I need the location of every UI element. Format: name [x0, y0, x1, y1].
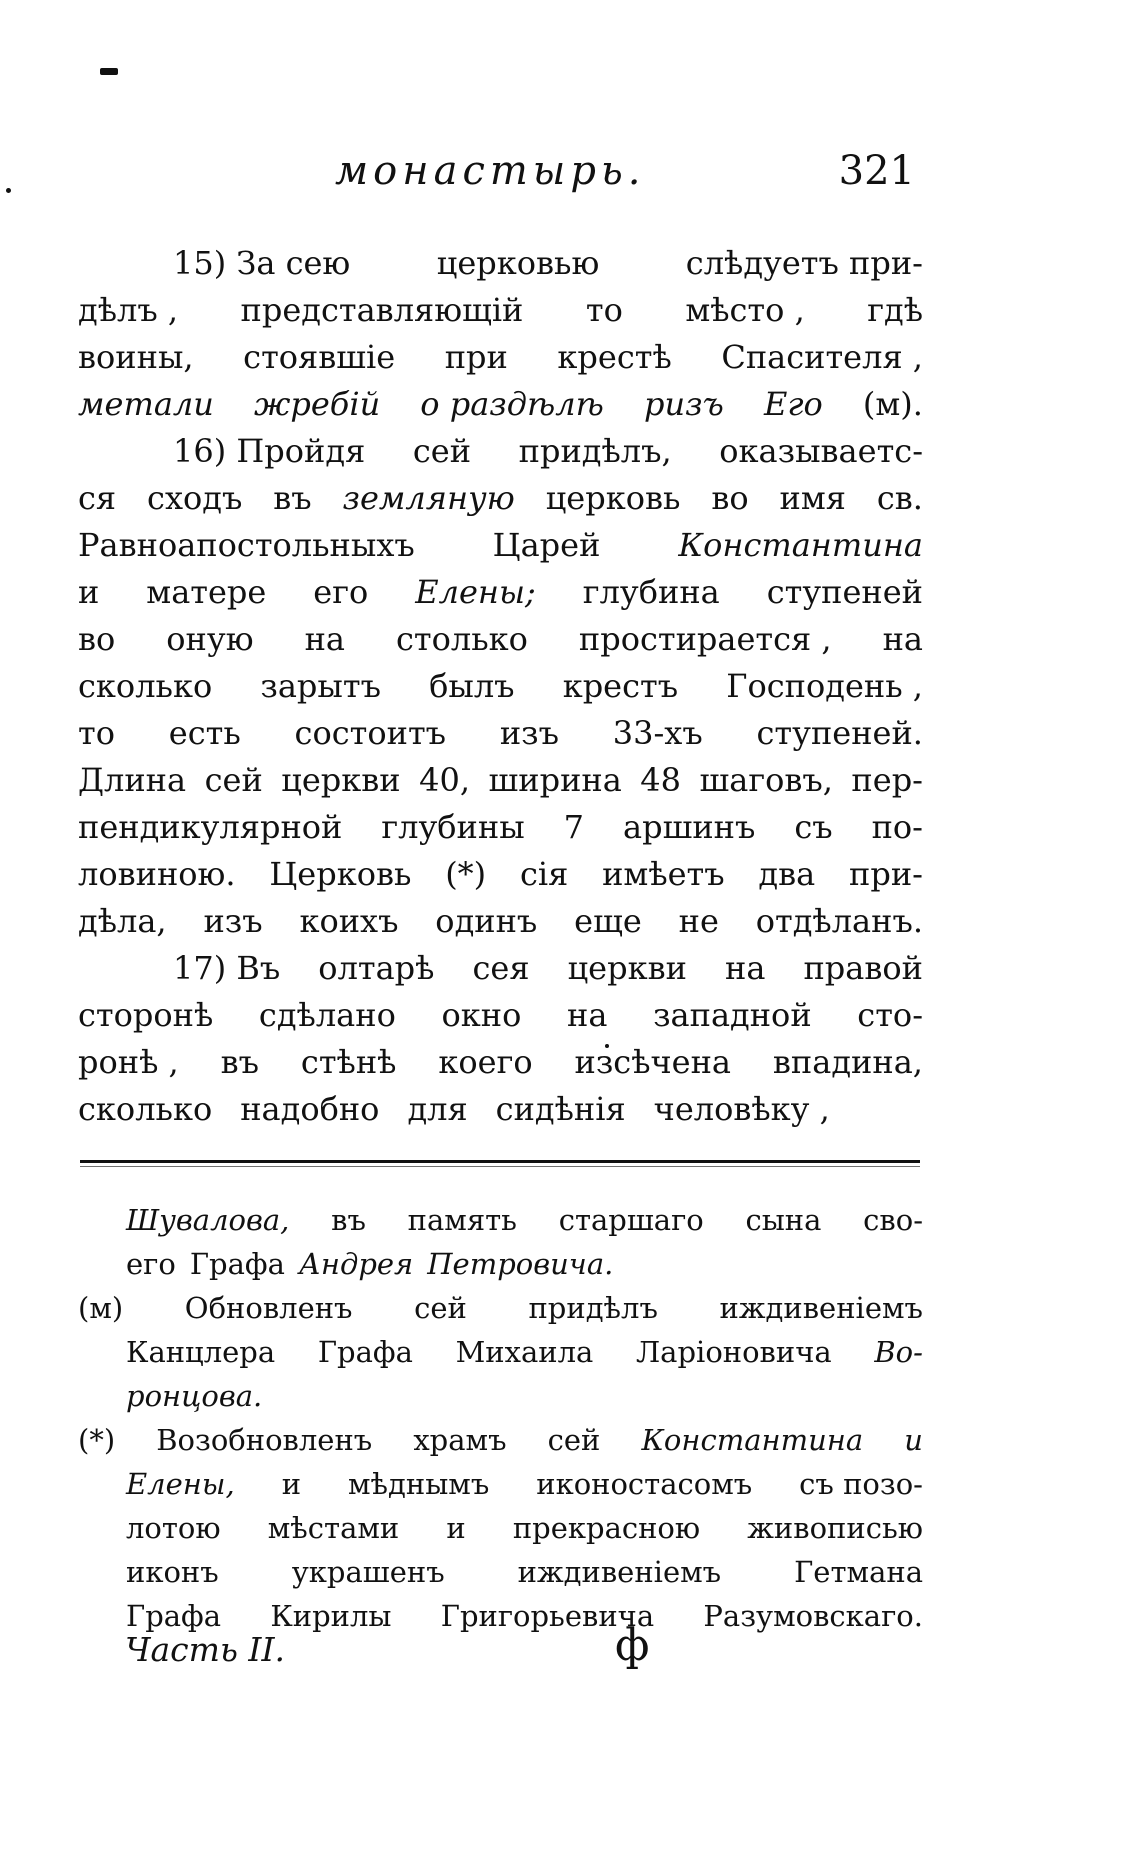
italic-word: о раздѣлѣ — [420, 385, 604, 423]
word: сына — [745, 1203, 822, 1237]
word: церковь — [545, 479, 681, 517]
word: Графа — [126, 1599, 222, 1633]
text-line — [78, 992, 923, 1039]
word: не — [678, 902, 719, 940]
word: пер- — [851, 761, 923, 799]
word: аршинъ — [623, 808, 756, 846]
word: Царей — [492, 526, 601, 564]
text-line — [78, 616, 923, 663]
word: сторонѣ — [78, 996, 214, 1034]
word: отдѣланъ. — [755, 902, 923, 940]
word: изъ — [499, 714, 559, 752]
word: надобно — [240, 1090, 380, 1128]
word: 40, — [419, 761, 470, 799]
word: одинъ — [435, 902, 538, 940]
word: съ — [794, 808, 833, 846]
word: шаговъ, — [699, 761, 833, 799]
footnote-line — [78, 1242, 923, 1286]
word: два — [758, 855, 816, 893]
text-line — [78, 334, 923, 381]
word: изъ — [203, 902, 263, 940]
word: живописью — [747, 1511, 923, 1545]
word: то — [585, 291, 623, 329]
word: украшенъ — [291, 1555, 445, 1589]
word: его — [126, 1247, 176, 1281]
text-line — [78, 898, 923, 945]
text-line — [78, 381, 923, 428]
italic-word: ризъ — [644, 385, 724, 423]
text-line — [78, 804, 923, 851]
word: сей — [414, 1291, 467, 1325]
word: Обновленъ — [184, 1291, 353, 1325]
word: придѣлъ, — [518, 432, 672, 470]
word: воины, — [78, 338, 194, 376]
word: сходъ — [147, 479, 243, 517]
word: изсѣчена — [574, 1043, 731, 1081]
word: на — [567, 996, 608, 1034]
word: для — [407, 1090, 468, 1128]
italic-word: Константина — [678, 526, 923, 564]
word: церкви — [281, 761, 401, 799]
word: оказываетс- — [719, 432, 923, 470]
word: сколько — [78, 1090, 213, 1128]
word: мѣсто , — [685, 291, 805, 329]
word: съ позо- — [799, 1467, 923, 1501]
word: представляющій — [240, 291, 524, 329]
word: на — [304, 620, 345, 658]
footnote-rule-shadow — [80, 1166, 920, 1167]
main-text — [78, 240, 923, 1133]
italic-word: Шувалова, — [126, 1203, 290, 1237]
word: и — [446, 1511, 466, 1545]
word: сея — [472, 949, 530, 987]
word: 33-хъ — [612, 714, 703, 752]
text-line — [78, 1039, 923, 1086]
footnote-line — [78, 1286, 923, 1330]
word: ловиною. — [78, 855, 236, 893]
word: коего — [438, 1043, 533, 1081]
word: зарытъ — [260, 667, 381, 705]
word: прекрасною — [512, 1511, 701, 1545]
word: память — [407, 1203, 517, 1237]
word: ся — [78, 479, 117, 517]
word: ронѣ , — [78, 1043, 179, 1081]
italic-word: Константина — [641, 1423, 864, 1457]
text-line — [78, 428, 923, 475]
word: (м). — [862, 385, 923, 423]
word: церковью — [436, 244, 600, 282]
word: 15) За сею — [173, 244, 351, 282]
word: въ — [273, 479, 312, 517]
word: иконъ — [126, 1555, 219, 1589]
italic-word: земляную — [342, 479, 515, 517]
word: 48 — [640, 761, 682, 799]
word: дѣла, — [78, 902, 167, 940]
word: сей — [204, 761, 263, 799]
italic-word: жребій — [254, 385, 381, 423]
word: западной — [653, 996, 812, 1034]
footnote-line — [78, 1550, 923, 1594]
word: Канцлера — [126, 1335, 276, 1369]
word: его — [313, 573, 369, 611]
word: крестъ — [562, 667, 679, 705]
word: ширина — [488, 761, 622, 799]
word: Кирилы — [270, 1599, 392, 1633]
italic-word: Его — [764, 385, 823, 423]
running-header — [335, 148, 915, 208]
italic-word: метали — [78, 385, 214, 423]
text-line — [78, 569, 923, 616]
word: Графа — [189, 1247, 285, 1281]
italic-word: Андрея — [298, 1247, 414, 1281]
footnote-line — [78, 1462, 923, 1506]
word: есть — [168, 714, 241, 752]
word: гдѣ — [867, 291, 923, 329]
word: сей — [547, 1423, 601, 1457]
word: церкви — [567, 949, 687, 987]
word: мѣстами — [267, 1511, 400, 1545]
word: сво- — [863, 1203, 923, 1237]
word: сто- — [857, 996, 923, 1034]
page-number: 321 — [838, 148, 915, 194]
word: старшаго — [558, 1203, 704, 1237]
word: иждивеніемъ — [517, 1555, 722, 1589]
word: въ — [220, 1043, 259, 1081]
word: въ — [331, 1203, 366, 1237]
word: сдѣлано — [258, 996, 396, 1034]
word: сидѣнія — [495, 1090, 626, 1128]
word: крестѣ — [557, 338, 672, 376]
italic-word: Петровича. — [427, 1247, 614, 1281]
ink-speck — [100, 68, 118, 75]
word: столько — [395, 620, 528, 658]
word: Григорьевича — [440, 1599, 655, 1633]
text-line — [78, 945, 923, 992]
word: Гетмана — [794, 1555, 923, 1589]
italic-word: Елены; — [415, 573, 536, 611]
footnote-line — [78, 1198, 923, 1242]
word: то — [78, 714, 115, 752]
ink-speck — [6, 188, 11, 193]
word: (м) — [78, 1291, 124, 1325]
word: Спасителя , — [721, 338, 923, 376]
text-line — [78, 287, 923, 334]
word: слѣдуетъ при- — [685, 244, 923, 282]
word: во — [78, 620, 116, 658]
word: (*) — [445, 855, 487, 893]
word: (*) — [78, 1423, 116, 1457]
word: на — [724, 949, 766, 987]
footnote-line — [78, 1418, 923, 1462]
word: иконостасомъ — [536, 1467, 753, 1501]
word: при- — [849, 855, 923, 893]
signature-mark: Часть II. — [125, 1630, 285, 1669]
word: сей — [412, 432, 472, 470]
word: на — [882, 620, 923, 658]
footnote-line — [78, 1330, 923, 1374]
word: простирается , — [578, 620, 832, 658]
word: Равноапостольныхъ — [78, 526, 415, 564]
word: св. — [876, 479, 923, 517]
word: Длина — [78, 761, 187, 799]
word: и — [281, 1467, 302, 1501]
word: Господень , — [726, 667, 923, 705]
word: придѣлъ — [528, 1291, 658, 1325]
word: ступеней — [766, 573, 923, 611]
text-line — [78, 710, 923, 757]
word: правой — [803, 949, 923, 987]
word: при — [444, 338, 508, 376]
word: глубины — [381, 808, 525, 846]
footnote-rule — [80, 1160, 920, 1163]
footnotes — [78, 1198, 923, 1638]
word: человѣку , — [653, 1090, 830, 1128]
text-line — [78, 851, 923, 898]
word: сколько — [78, 667, 213, 705]
text-line — [78, 522, 923, 569]
italic-word: Во- — [874, 1335, 923, 1369]
word: имѣетъ — [602, 855, 725, 893]
text-line — [78, 663, 923, 710]
word: оную — [166, 620, 254, 658]
word: Возобновленъ — [156, 1423, 373, 1457]
word: 7 — [563, 808, 585, 846]
word: пендикулярной — [78, 808, 343, 846]
word: состоитъ — [294, 714, 447, 752]
italic-word: ронцова. — [126, 1379, 263, 1413]
word: и — [78, 573, 100, 611]
word: коихъ — [299, 902, 399, 940]
word: матере — [146, 573, 267, 611]
word: Церковь — [269, 855, 412, 893]
word: Ларіоновича — [635, 1335, 832, 1369]
word: мѣднымъ — [347, 1467, 490, 1501]
word: сія — [519, 855, 569, 893]
italic-word: Елены, — [126, 1467, 235, 1501]
text-line — [78, 240, 923, 287]
word: стѣнѣ — [300, 1043, 397, 1081]
word: 17) Въ — [173, 949, 281, 987]
word: впадина, — [772, 1043, 923, 1081]
word: дѣлъ , — [78, 291, 179, 329]
signature-letter: ф — [615, 1620, 650, 1671]
word: имя — [779, 479, 846, 517]
word: храмъ — [413, 1423, 507, 1457]
italic-word: и — [904, 1423, 923, 1457]
word: глубина — [582, 573, 720, 611]
text-line — [78, 757, 923, 804]
word: Михаила — [455, 1335, 594, 1369]
running-title: монастырь. — [335, 148, 646, 194]
word: стоявшіе — [243, 338, 396, 376]
word: иждивеніемъ — [719, 1291, 923, 1325]
footnote-line — [78, 1506, 923, 1550]
word: олтарѣ — [318, 949, 435, 987]
word: Графа — [317, 1335, 413, 1369]
word: ступеней. — [756, 714, 923, 752]
text-line — [78, 475, 923, 522]
word: по- — [871, 808, 923, 846]
footnote-line — [78, 1374, 923, 1418]
word: 16) Пройдя — [173, 432, 366, 470]
word: еще — [574, 902, 642, 940]
word: окно — [441, 996, 522, 1034]
word: былъ — [429, 667, 515, 705]
word: Разумовскаго. — [703, 1599, 923, 1633]
text-line — [78, 1086, 923, 1133]
word: лотою — [126, 1511, 221, 1545]
word: во — [711, 479, 749, 517]
